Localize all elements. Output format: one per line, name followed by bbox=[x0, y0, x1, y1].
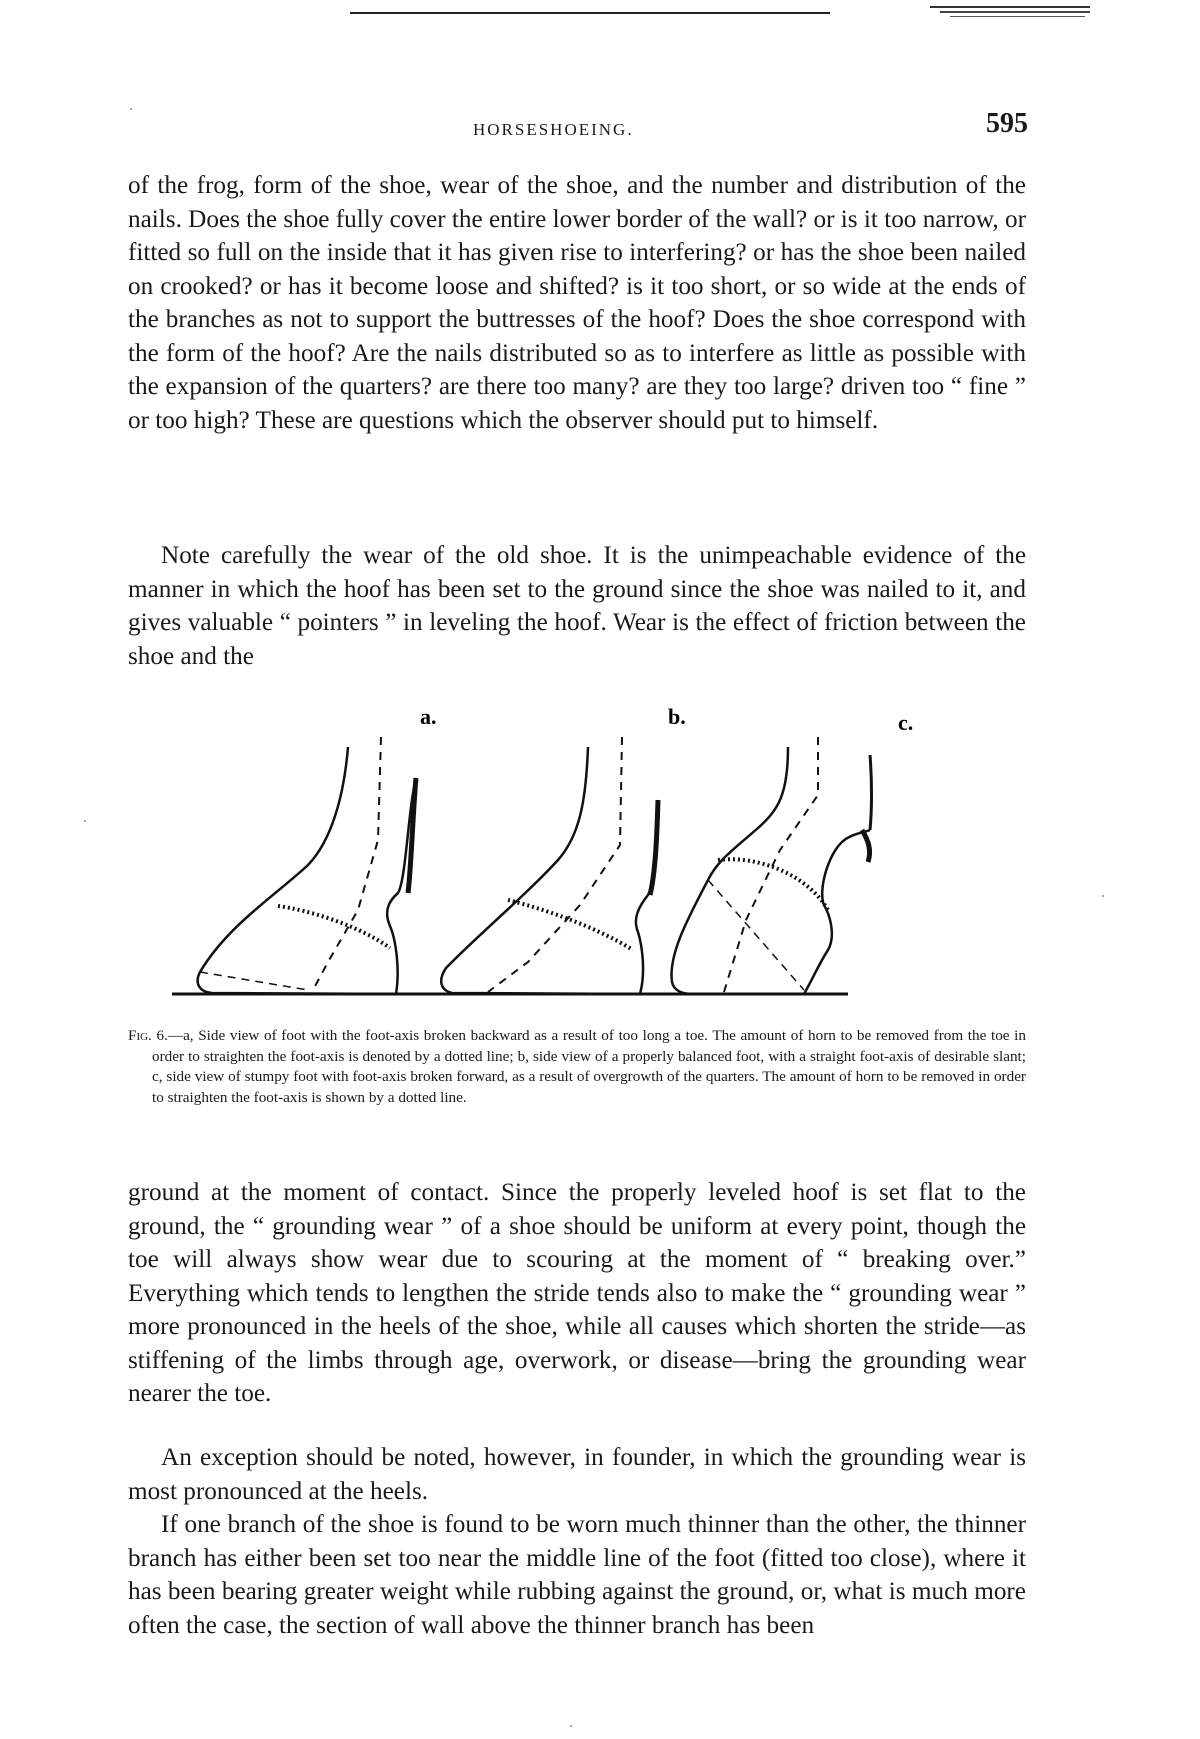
paragraph: ground at the moment of contact. Since the properly leveled hoof is set flat to the ground, the “ grounding wear ” of a shoe should be uniform at every point, though the toe will always show wear due to scouring at the moment of “ breaking over.” Everything which tends to lengthen the stride tends also to make the “ grounding wear ” more pronounced in the heels of the shoe, while all causes which shorten the stride—as stiffening of the limbs through age, overwork, or disease—bring the grounding wear nearer the toe. bbox=[128, 1179, 1026, 1407]
page-header bbox=[128, 108, 1028, 148]
hoof-b-drawing bbox=[441, 737, 658, 994]
figure-label-c: c. bbox=[898, 710, 914, 735]
hoof-a-drawing bbox=[198, 737, 416, 994]
top-rule-right bbox=[940, 11, 1090, 13]
page-number: 595 bbox=[986, 108, 1028, 139]
figure-caption bbox=[128, 1026, 1026, 1108]
top-rule-right bbox=[930, 6, 1090, 8]
paragraph: of the frog, form of the shoe, wear of the shoe, and the number and distribution of the nails. Does the shoe fully cover the entire lower border of the wall? or is it too narrow, or fitted so full on the inside that it has given rise to interfering? or has the shoe been nailed on crooked? or has it become loose and shifted? is it too short, or so wide at the ends of the branches as not to support the buttresses of the hoof? Does the shoe correspond with the form of the hoof? Are the nails distributed so as to interfere as little as possible with the expansion of the quarters? are there too many? are they too large? driven too “ fine ” or too high? These are questions which the observer should put to himself. bbox=[128, 172, 1026, 434]
top-rule bbox=[350, 12, 830, 14]
paragraph: If one branch of the shoe is found to be worn much thinner than the other, the thinner branch has either been set too near the middle line of the foot (fitted too close), where it has been bearing greater weight while rubbing against the ground, or, what is much more often the case, the section of wall above the thinner branch has been bbox=[128, 1511, 1026, 1639]
running-head: HORSESHOEING. bbox=[473, 120, 634, 139]
figure-label-b: b. bbox=[668, 704, 686, 729]
paragraph: Note carefully the wear of the old shoe. It is the unimpeachable evidence of the manner in which the hoof has been set to the ground since the shoe was nailed to it, and gives valuable “ pointers ” in leveling the hoof. Wear is the effect of friction between the shoe and the bbox=[128, 542, 1026, 670]
top-rule-right bbox=[950, 16, 1085, 17]
hoof-figure bbox=[128, 700, 1026, 1020]
figure-label-a: a. bbox=[420, 704, 437, 729]
caption-text: a, Side view of foot with the foot-axis broken backward as a result of too long a toe. The amount of horn to be removed from the toe in order to straighten the foot-axis is denoted by a dotted line; b, side view of a properly balanced foot, with a straight foot-axis of desirable slant; c, side view of stumpy foot with foot-axis broken forward, as a result of overgrowth of the quarters. The amount of horn to be removed in order to straighten the foot-axis is shown by a dotted line. bbox=[152, 1027, 1026, 1106]
caption-lead: Fig. 6.— bbox=[128, 1027, 184, 1044]
paragraph: An exception should be noted, however, in founder, in which the grounding wear is most pronounced at the heels. bbox=[128, 1444, 1026, 1505]
hoof-c-drawing bbox=[671, 737, 871, 994]
hoof-illustration bbox=[128, 700, 1026, 1020]
